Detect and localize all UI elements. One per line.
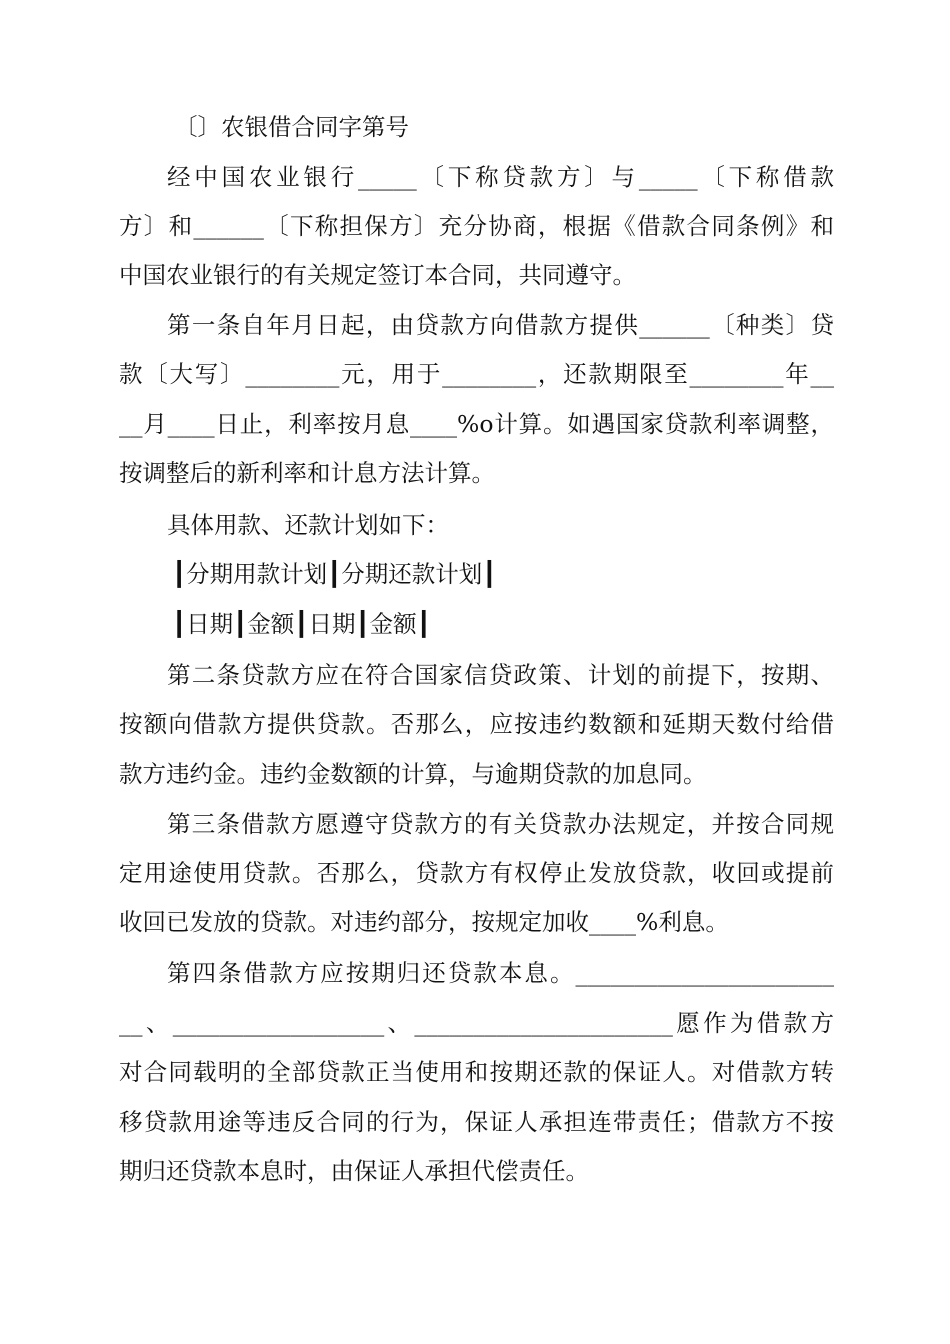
article3-line-3: 收回已发放的贷款。对违约部分，按规定加收____%利息。: [119, 908, 729, 936]
contract-number: 〔〕农银借合同字第号: [174, 113, 409, 141]
article4-line-3: 对合同载明的全部贷款正当使用和按期还款的保证人。对借款方转: [119, 1058, 834, 1086]
preamble-line-3: 中国农业银行的有关规定签订本合同，共同遵守。: [119, 261, 636, 289]
preamble-line-2: 方〕和______〔下称担保方〕充分协商，根据《借款合同条例》和: [119, 212, 834, 240]
article4-line-1: 第四条借款方应按期归还贷款本息。______________________: [167, 959, 834, 987]
article4-line-2: __、__________________、______________________愿作为借款方: [119, 1009, 834, 1037]
article1-line-1: 第一条自年月日起，由贷款方向借款方提供______〔种类〕贷: [167, 311, 834, 339]
article1-line-4: 按调整后的新利率和计息方法计算。: [119, 459, 495, 487]
article2-line-3: 款方违约金。违约金数额的计算，与逾期贷款的加息同。: [119, 760, 707, 788]
plan-table-subheader-row: ┃日期┃金额┃日期┃金额┃: [172, 610, 431, 638]
article3-line-1: 第三条借款方愿遵守贷款方的有关贷款办法规定，并按合同规: [167, 810, 834, 838]
preamble-line-1: 经中国农业银行_____〔下称贷款方〕与_____〔下称借款: [167, 163, 834, 191]
article2-line-2: 按额向借款方提供贷款。否那么，应按违约数额和延期天数付给借: [119, 710, 834, 738]
plan-table-header-row: ┃分期用款计划┃分期还款计划┃: [172, 560, 497, 588]
article2-line-1: 第二条贷款方应在符合国家信贷政策、计划的前提下，按期、: [167, 661, 834, 689]
article1-line-3: __月____日止，利率按月息____%o计算。如遇国家贷款利率调整，: [119, 410, 834, 438]
article4-line-4: 移贷款用途等违反合同的行为，保证人承担连带责任；借款方不按: [119, 1108, 834, 1136]
article1-line-2: 款〔大写〕________元，用于________，还款期限至________年__: [119, 360, 834, 388]
article3-line-2: 定用途使用贷款。否那么，贷款方有权停止发放贷款，收回或提前: [119, 859, 834, 887]
article4-line-5: 期归还贷款本息时，由保证人承担代偿责任。: [119, 1157, 589, 1185]
plan-intro: 具体用款、还款计划如下：: [167, 511, 449, 539]
